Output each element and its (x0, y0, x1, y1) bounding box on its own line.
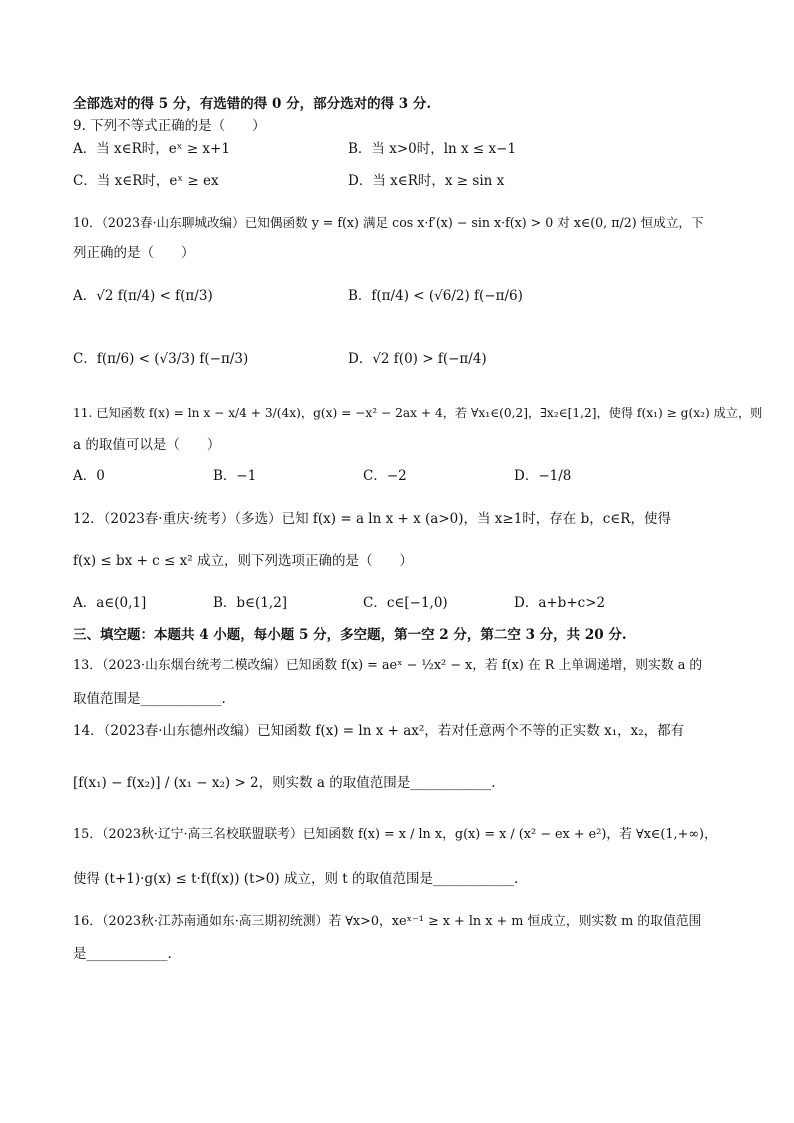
q12-option-b: B．b∈(1,2] (213, 595, 288, 611)
q9-option-a: A．当 x∈R时，eˣ ≥ x+1 (73, 141, 230, 157)
q11-option-b: B．−1 (213, 468, 257, 484)
q12-stem-line2: f(x) ≤ bx + c ≤ x² 成立，则下列选项正确的是（ ） (73, 553, 413, 569)
q12-stem-line1: 12．（2023春·重庆·统考）（多选）已知 f(x) = a ln x + x (a>0)，当 x≥1时，存在 b，c∈R，使得 (73, 511, 671, 527)
q15-line2: 使得 (t+1)·g(x) ≤ t·f(f(x)) (t>0) 成立，则 t 的取值范围是____________. (73, 871, 519, 887)
header-note: 全部选对的得 5 分，有选错的得 0 分，部分选对的得 3 分. (73, 96, 432, 112)
q12-option-c: C．c∈[−1,0) (363, 595, 448, 611)
q11-option-d: D．−1/8 (514, 468, 572, 484)
q12-option-a: A．a∈(0,1] (73, 595, 147, 611)
q10-option-d: D．√2 f(0) > f(−π/4) (348, 351, 487, 367)
q10-stem-line1: 10．（2023春·山东聊城改编）已知偶函数 y = f(x) 满足 cos x·f′(x) − sin x·f(x) > 0 对 x∈(0, π/2) 恒成立，下 (73, 215, 704, 230)
q11-stem-line2: a 的取值可以是（ ） (73, 437, 221, 453)
q14-line1: 14．（2023春·山东德州改编）已知函数 f(x) = ln x + ax²，若对任意两个不等的正实数 x₁，x₂，都有 (73, 723, 685, 739)
q11-stem-line1: 11. 已知函数 f(x) = ln x − x/4 + 3/(4x)，g(x) = −x² − 2ax + 4，若 ∀x₁∈(0,2]，∃x₂∈[1,2]，使得 f(x₁) ≥ g(x₂) 成立，则 (73, 406, 763, 420)
q9-stem: 9. 下列不等式正确的是（ ） (73, 118, 266, 134)
q9-option-b: B．当 x>0时，ln x ≤ x−1 (348, 141, 517, 157)
q16-line2: 是____________. (73, 946, 172, 962)
q10-stem-line2: 列正确的是（ ） (73, 245, 195, 261)
q12-option-d: D．a+b+c>2 (514, 595, 606, 611)
q13-line1: 13．（2023·山东烟台统考二模改编）已知函数 f(x) = aeˣ − ½x² − x，若 f(x) 在 R 上单调递增，则实数 a 的 (73, 658, 703, 673)
q9-option-c: C．当 x∈R时，eˣ ≥ ex (73, 173, 219, 189)
section-3-heading: 三、填空题：本题共 4 小题，每小题 5 分，多空题，第一空 2 分，第二空 3 分，共 20 分. (73, 627, 627, 643)
q10-option-a: A．√2 f(π/4) < f(π/3) (73, 288, 213, 304)
q11-option-a: A．0 (73, 468, 105, 484)
q15-line1: 15．（2023秋·辽宁·高三名校联盟联考）已知函数 f(x) = x / ln x，g(x) = x / (x² − ex + e²)，若 ∀x∈(1,+∞)， (73, 827, 717, 842)
q13-line2: 取值范围是____________. (73, 691, 226, 707)
q10-option-b: B．f(π/4) < (√6/2) f(−π/6) (348, 288, 523, 304)
q16-line1: 16．（2023秋·江苏南通如东·高三期初统测）若 ∀x>0，xeˣ⁻¹ ≥ x + ln x + m 恒成立，则实数 m 的取值范围 (73, 914, 702, 929)
q14-line2: [f(x₁) − f(x₂)] / (x₁ − x₂) > 2，则实数 a 的取值范围是____________. (73, 775, 496, 791)
q10-option-c: C．f(π/6) < (√3/3) f(−π/3) (73, 351, 249, 367)
q9-option-d: D．当 x∈R时，x ≥ sin x (348, 173, 505, 189)
q11-option-c: C．−2 (363, 468, 407, 484)
